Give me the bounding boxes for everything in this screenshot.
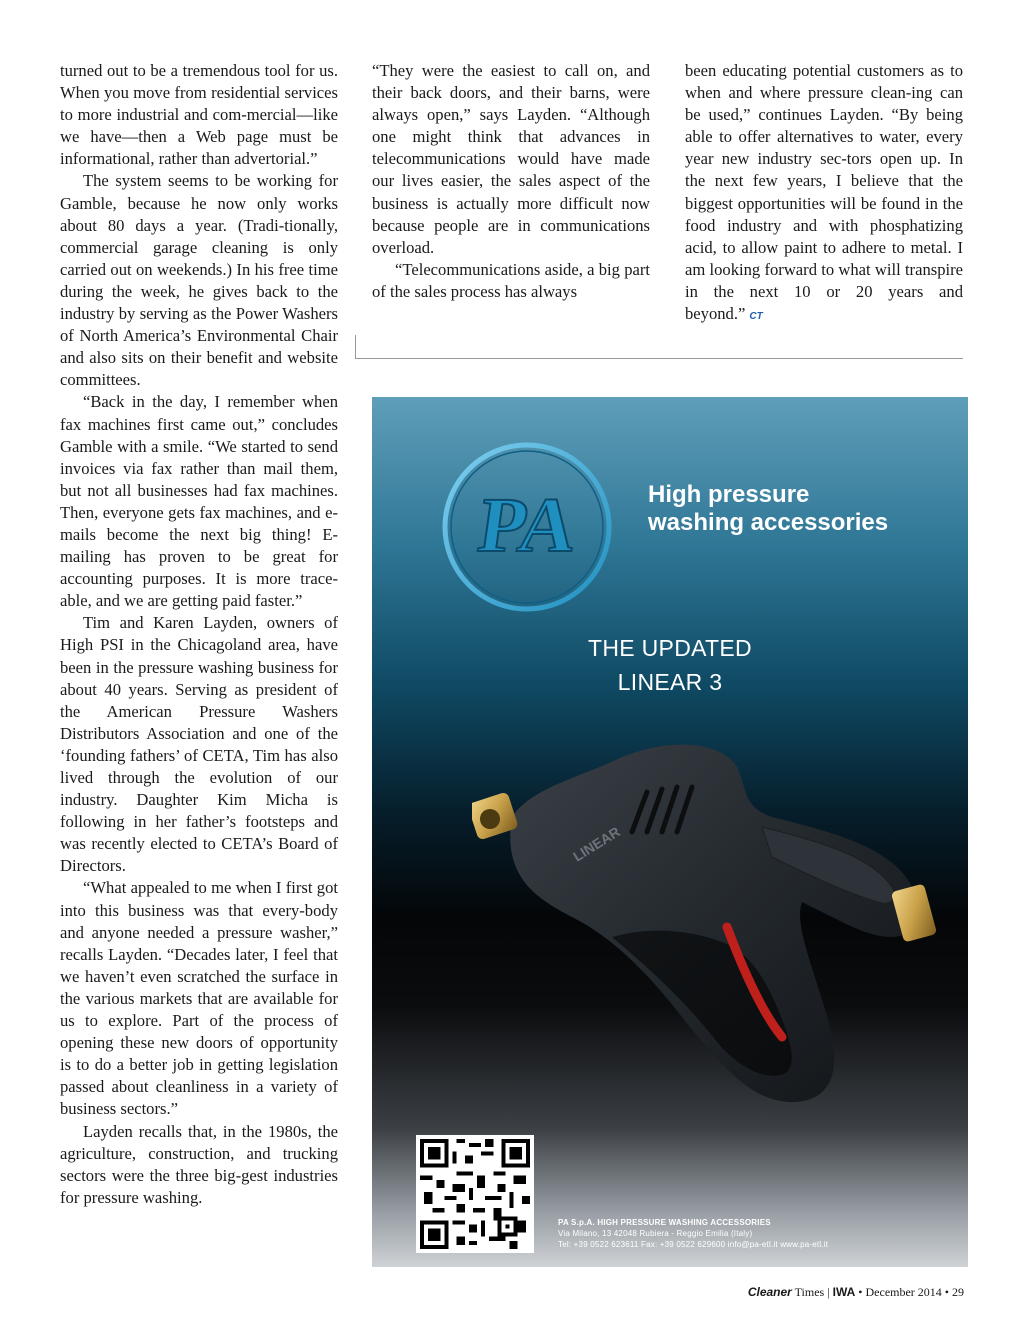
footer-separator: | (824, 1285, 833, 1299)
subhead-line-1: THE UPDATED (588, 635, 752, 661)
advertisement (372, 397, 968, 1267)
paragraph: “Back in the day, I remember when fax machines first came out,” concludes Gamble with a smile. “We started to send invoices via fax rather than mail them, but not all businesses had fax machines. Then, everyone gets fax machines, and e-mails become the next big thing! E-mailing has proven to be great for accounting purposes. It is more trace-able, and we are getting paid faster.” (60, 392, 338, 611)
paragraph: “Telecommunications aside, a big part of the sales process has always (372, 259, 650, 301)
paragraph (685, 60, 963, 328)
page-footer (748, 1285, 964, 1300)
divider-vertical (355, 335, 356, 359)
paragraph: “They were the easiest to call on, and their back doors, and their barns, were always open,” says Layden. “Although one might think that advances in telecommunications would have made our lives easier, the sales aspect of the business is actually more difficult now because people are in communications overload. (372, 61, 650, 257)
magazine-name-rest: Times (791, 1285, 825, 1299)
subhead-line-2: LINEAR 3 (617, 669, 723, 695)
gun-inlet-hole (480, 809, 500, 829)
logo-text: PA (473, 481, 580, 568)
paragraph: “What appealed to me when I first got into this business was that every-body and anyone needed a pressure washer,” recalls Layden. “Decades later, I feel that we haven’t even scratched the surface in the various markets that are available for us to explore. Part of the process of opening these new doors of opportunity is to do a better job in getting legislation passed about cleanliness in a variety of business sectors.” (60, 878, 338, 1119)
headline-line-1: High pressure (648, 481, 810, 508)
iwa-label: IWA (832, 1285, 856, 1299)
end-mark: CT (749, 311, 763, 323)
divider-horizontal (355, 358, 963, 359)
issue-date: • December 2014 • (855, 1285, 952, 1299)
article-column-1 (60, 60, 338, 1209)
pa-logo (437, 437, 617, 617)
headline-line-2: washing accessories (648, 509, 889, 536)
gun-label: LINEAR (570, 823, 623, 865)
gun-body (510, 745, 918, 1102)
paragraph: turned out to be a tremendous tool for us. When you move from residential services to more industrial and com-mercial—like we have—then a Web page must be informational, rather than advertorial.” (60, 61, 338, 169)
ad-headline (648, 481, 948, 537)
page-number: 29 (952, 1285, 964, 1299)
paragraph: Layden recalls that, in the 1980s, the agriculture, construction, and trucking sectors were the three big-gest industries for pressure washing. (60, 1121, 338, 1207)
paragraph: The system seems to be working for Gamble, because he now only works about 80 days a year. (Tradi-tionally, commercial garage cleaning is only carried out on weekends.) In his free time during the week, he gives back to the industry by serving as the Power Washers of North America’s Environmental Chair and also sits on their benefit and website committees. (60, 171, 338, 390)
spray-gun-image (472, 737, 968, 1127)
qr-code (416, 1135, 534, 1253)
contact-address: Via Milano, 13 42048 Rubiera - Reggio Emilia (Italy) (558, 1229, 753, 1238)
paragraph-text: been educating potential customers as to when and where pressure clean-ing can be used,” continues Layden. “By being able to offer alternatives to water, every year new industry sec-tors open up. In the next few years, I believe that the biggest opportunities will be found in the food industry and with phosphatizing acid, to allow paint to adhere to metal. I am looking forward to what will transpire in the next 10 or 20 years and beyond.” (685, 61, 963, 324)
article-column-2 (372, 60, 650, 303)
contact-phone: Tel: +39 0522 623611 Fax: +39 0522 629600 info@pa-etl.it www.pa-etl.it (558, 1240, 829, 1249)
ad-subhead (372, 631, 968, 699)
contact-company: PA S.p.A. HIGH PRESSURE WASHING ACCESSORIES (558, 1218, 771, 1227)
magazine-name: Cleaner (747, 1285, 792, 1299)
paragraph: Tim and Karen Layden, owners of High PSI in the Chicagoland area, have been in the pressure washing business for about 40 years. Serving as president of the American Pressure Washers Distributors Association and one of the ‘founding fathers’ of CETA, Tim has also lived through the evolution of our industry. Daughter Kim Micha is following in her father’s footsteps and was recently elected to CETA’s Board of Directors. (60, 613, 338, 876)
article-column-3 (685, 60, 963, 328)
ad-contact-block (558, 1217, 958, 1250)
